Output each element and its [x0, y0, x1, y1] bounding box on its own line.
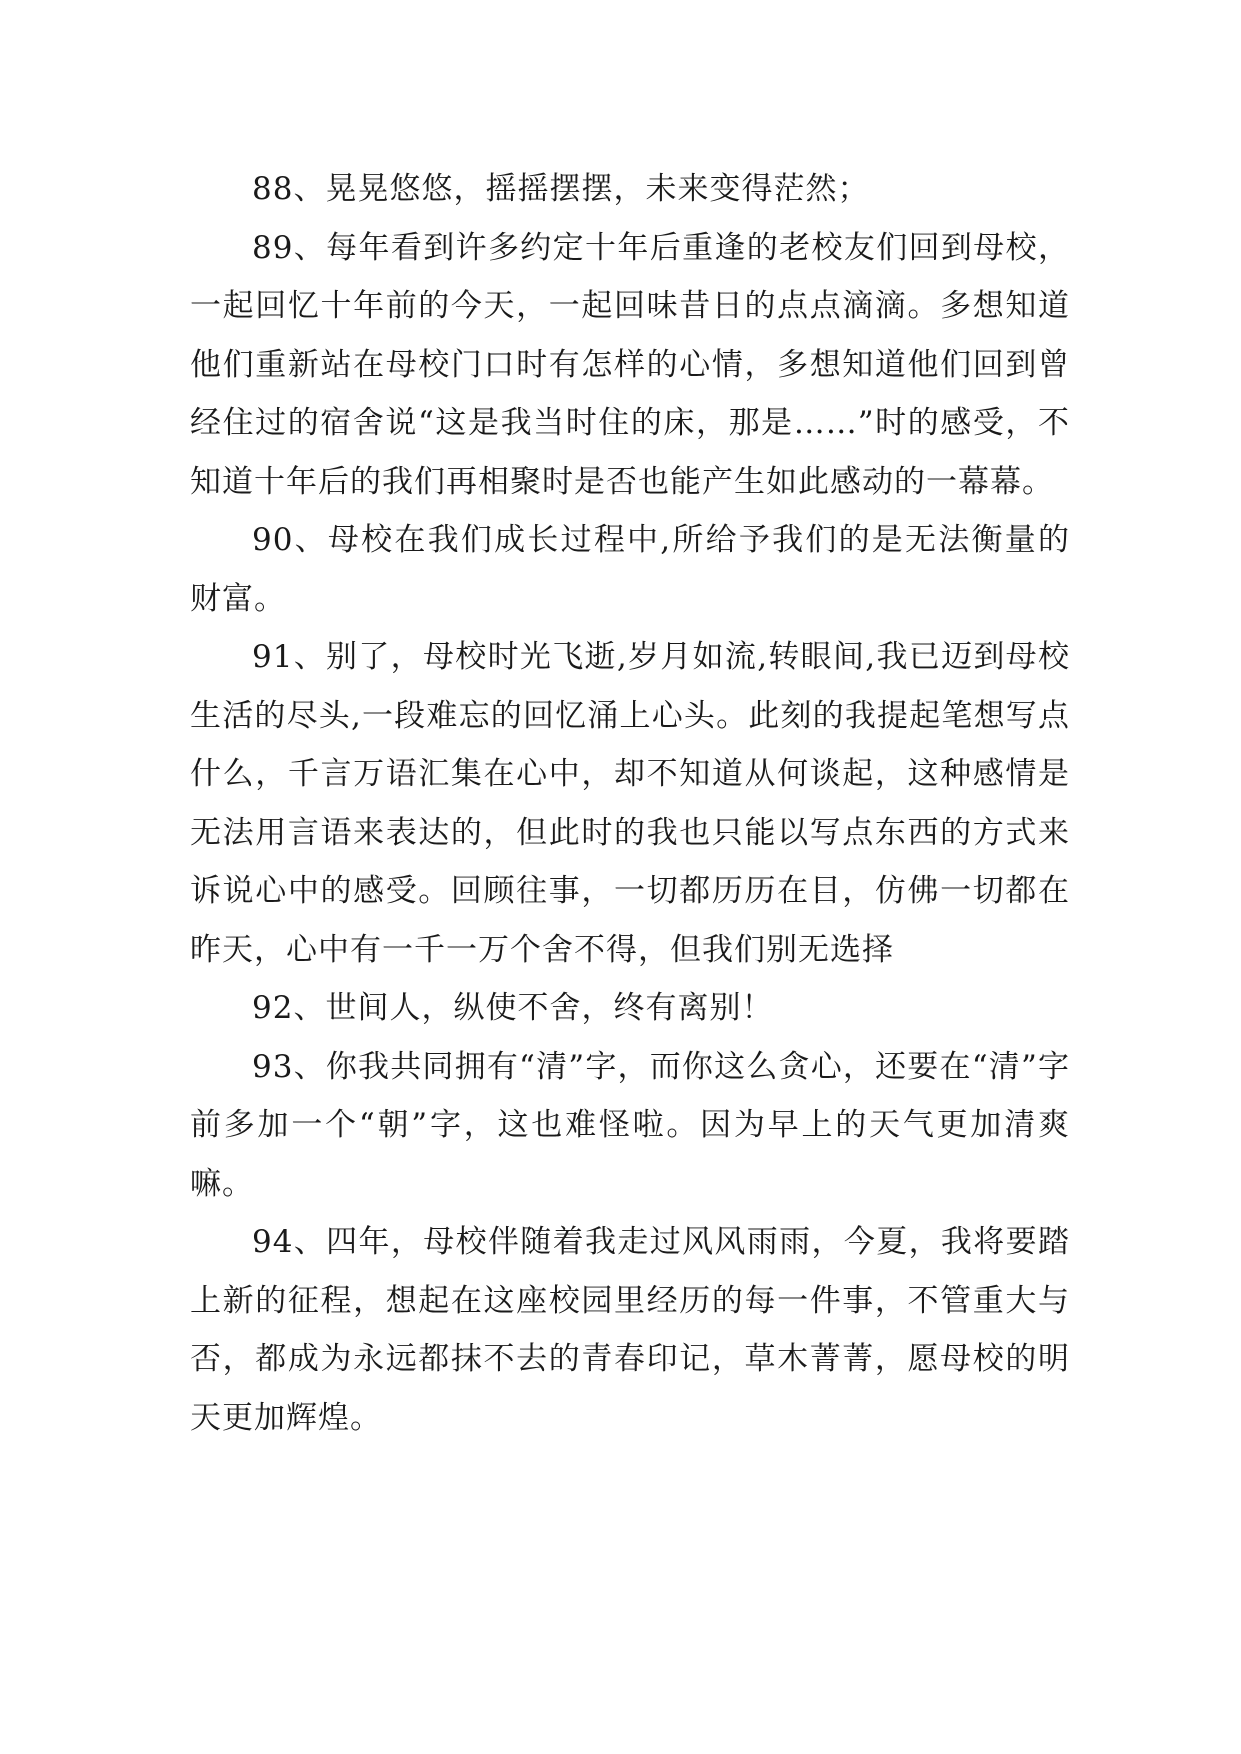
paragraph-93: 93、你我共同拥有“清”字，而你这么贪心，还要在“清”字前多加一个“朝”字，这也难怪啦。因为早上的天气更加清爽嘛。: [190, 1048, 1070, 1202]
paragraph-92: 92、世间人，纵使不舍，终有离别！: [252, 990, 774, 1026]
paragraph-88: 88、晃晃悠悠，摇摇摆摆，未来变得茫然；: [252, 171, 870, 207]
paragraph-91: 91、别了，母校时光飞逝,岁月如流,转眼间,我已迈到母校生活的尽头,一段难忘的回忆涌上心头。此刻的我提起笔想写点什么，千言万语汇集在心中，却不知道从何谈起，这种感情是无法用言语来表达的，但此时的我也只能以写点东西的方式来诉说心中的感受。回顾往事，一切都历历在目，仿佛一切都在昨天，心中有一千一万个舍不得，但我们别无选择: [190, 639, 1070, 968]
document-body: [190, 160, 1070, 1447]
paragraph-89: 89、每年看到许多约定十年后重逢的老校友们回到母校，一起回忆十年前的今天，一起回味昔日的点点滴滴。多想知道他们重新站在母校门口时有怎样的心情，多想知道他们回到曾经住过的宿舍说“这是我当时住的床，那是……”时的感受，不知道十年后的我们再相聚时是否也能产生如此感动的一幕幕。: [190, 229, 1070, 500]
paragraph-90: 90、母校在我们成长过程中,所给予我们的是无法衡量的财富。: [190, 522, 1070, 617]
paragraph-94: 94、四年，母校伴随着我走过风风雨雨，今夏，我将要踏上新的征程，想起在这座校园里经历的每一件事，不管重大与否，都成为永远都抹不去的青春印记，草木菁菁，愿母校的明天更加辉煌。: [190, 1224, 1070, 1436]
